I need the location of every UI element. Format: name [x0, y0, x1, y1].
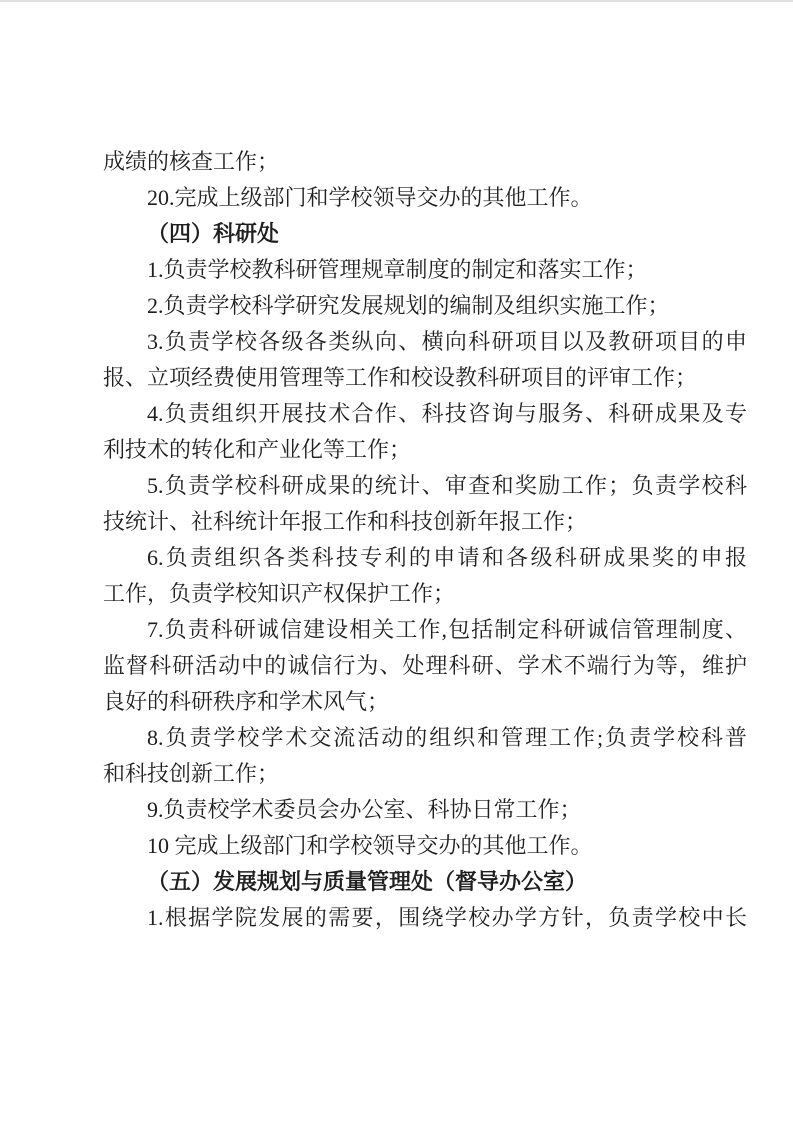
- text-line: 4.负责组织开展技术合作、科技咨询与服务、科研成果及专: [147, 401, 747, 426]
- text-line: 10 完成上级部门和学校领导交办的其他工作。: [147, 833, 593, 858]
- text-line: 报、立项经费使用管理等工作和校设教科研项目的评审工作；: [103, 365, 698, 390]
- text-line: 20.完成上级部门和学校领导交办的其他工作。: [147, 185, 593, 210]
- text-line: 1.负责学校教科研管理规章制度的制定和落实工作；: [147, 257, 648, 282]
- text-line: 工作，负责学校知识产权保护工作；: [103, 581, 456, 606]
- text-column: [103, 144, 747, 936]
- text-line: 1.根据学院发展的需要，围绕学校办学方针，负责学校中长: [147, 905, 747, 930]
- text-line: 9.负责校学术委员会办公室、科协日常工作；: [147, 797, 582, 822]
- text-line: 成绩的核查工作；: [103, 149, 280, 174]
- text-line: 监督科研活动中的诚信行为、处理科研、学术不端行为等，维护: [103, 653, 747, 678]
- section-heading: （五）发展规划与质量管理处（督导办公室）: [147, 869, 588, 894]
- text-line: 7.负责科研诚信建设相关工作,包括制定科研诚信管理制度、: [147, 617, 747, 642]
- text-line: 利技术的转化和产业化等工作；: [103, 437, 412, 462]
- text-line: 3.负责学校各级各类纵向、横向科研项目以及教研项目的申: [147, 329, 747, 354]
- text-line: 良好的科研秩序和学术风气；: [103, 689, 390, 714]
- section-heading: （四）科研处: [147, 221, 280, 246]
- text-line: 6.负责组织各类科技专利的申请和各级科研成果奖的申报: [147, 545, 747, 570]
- text-line: 技统计、社科统计年报工作和科技创新年报工作；: [103, 509, 588, 534]
- text-line: 8.负责学校学术交流活动的组织和管理工作;负责学校科普: [147, 725, 747, 750]
- text-line: 和科技创新工作；: [103, 761, 280, 786]
- text-line: 5.负责学校科研成果的统计、审查和奖励工作；负责学校科: [147, 473, 747, 498]
- text-line: 2.负责学校科学研究发展规划的编制及组织实施工作；: [147, 293, 670, 318]
